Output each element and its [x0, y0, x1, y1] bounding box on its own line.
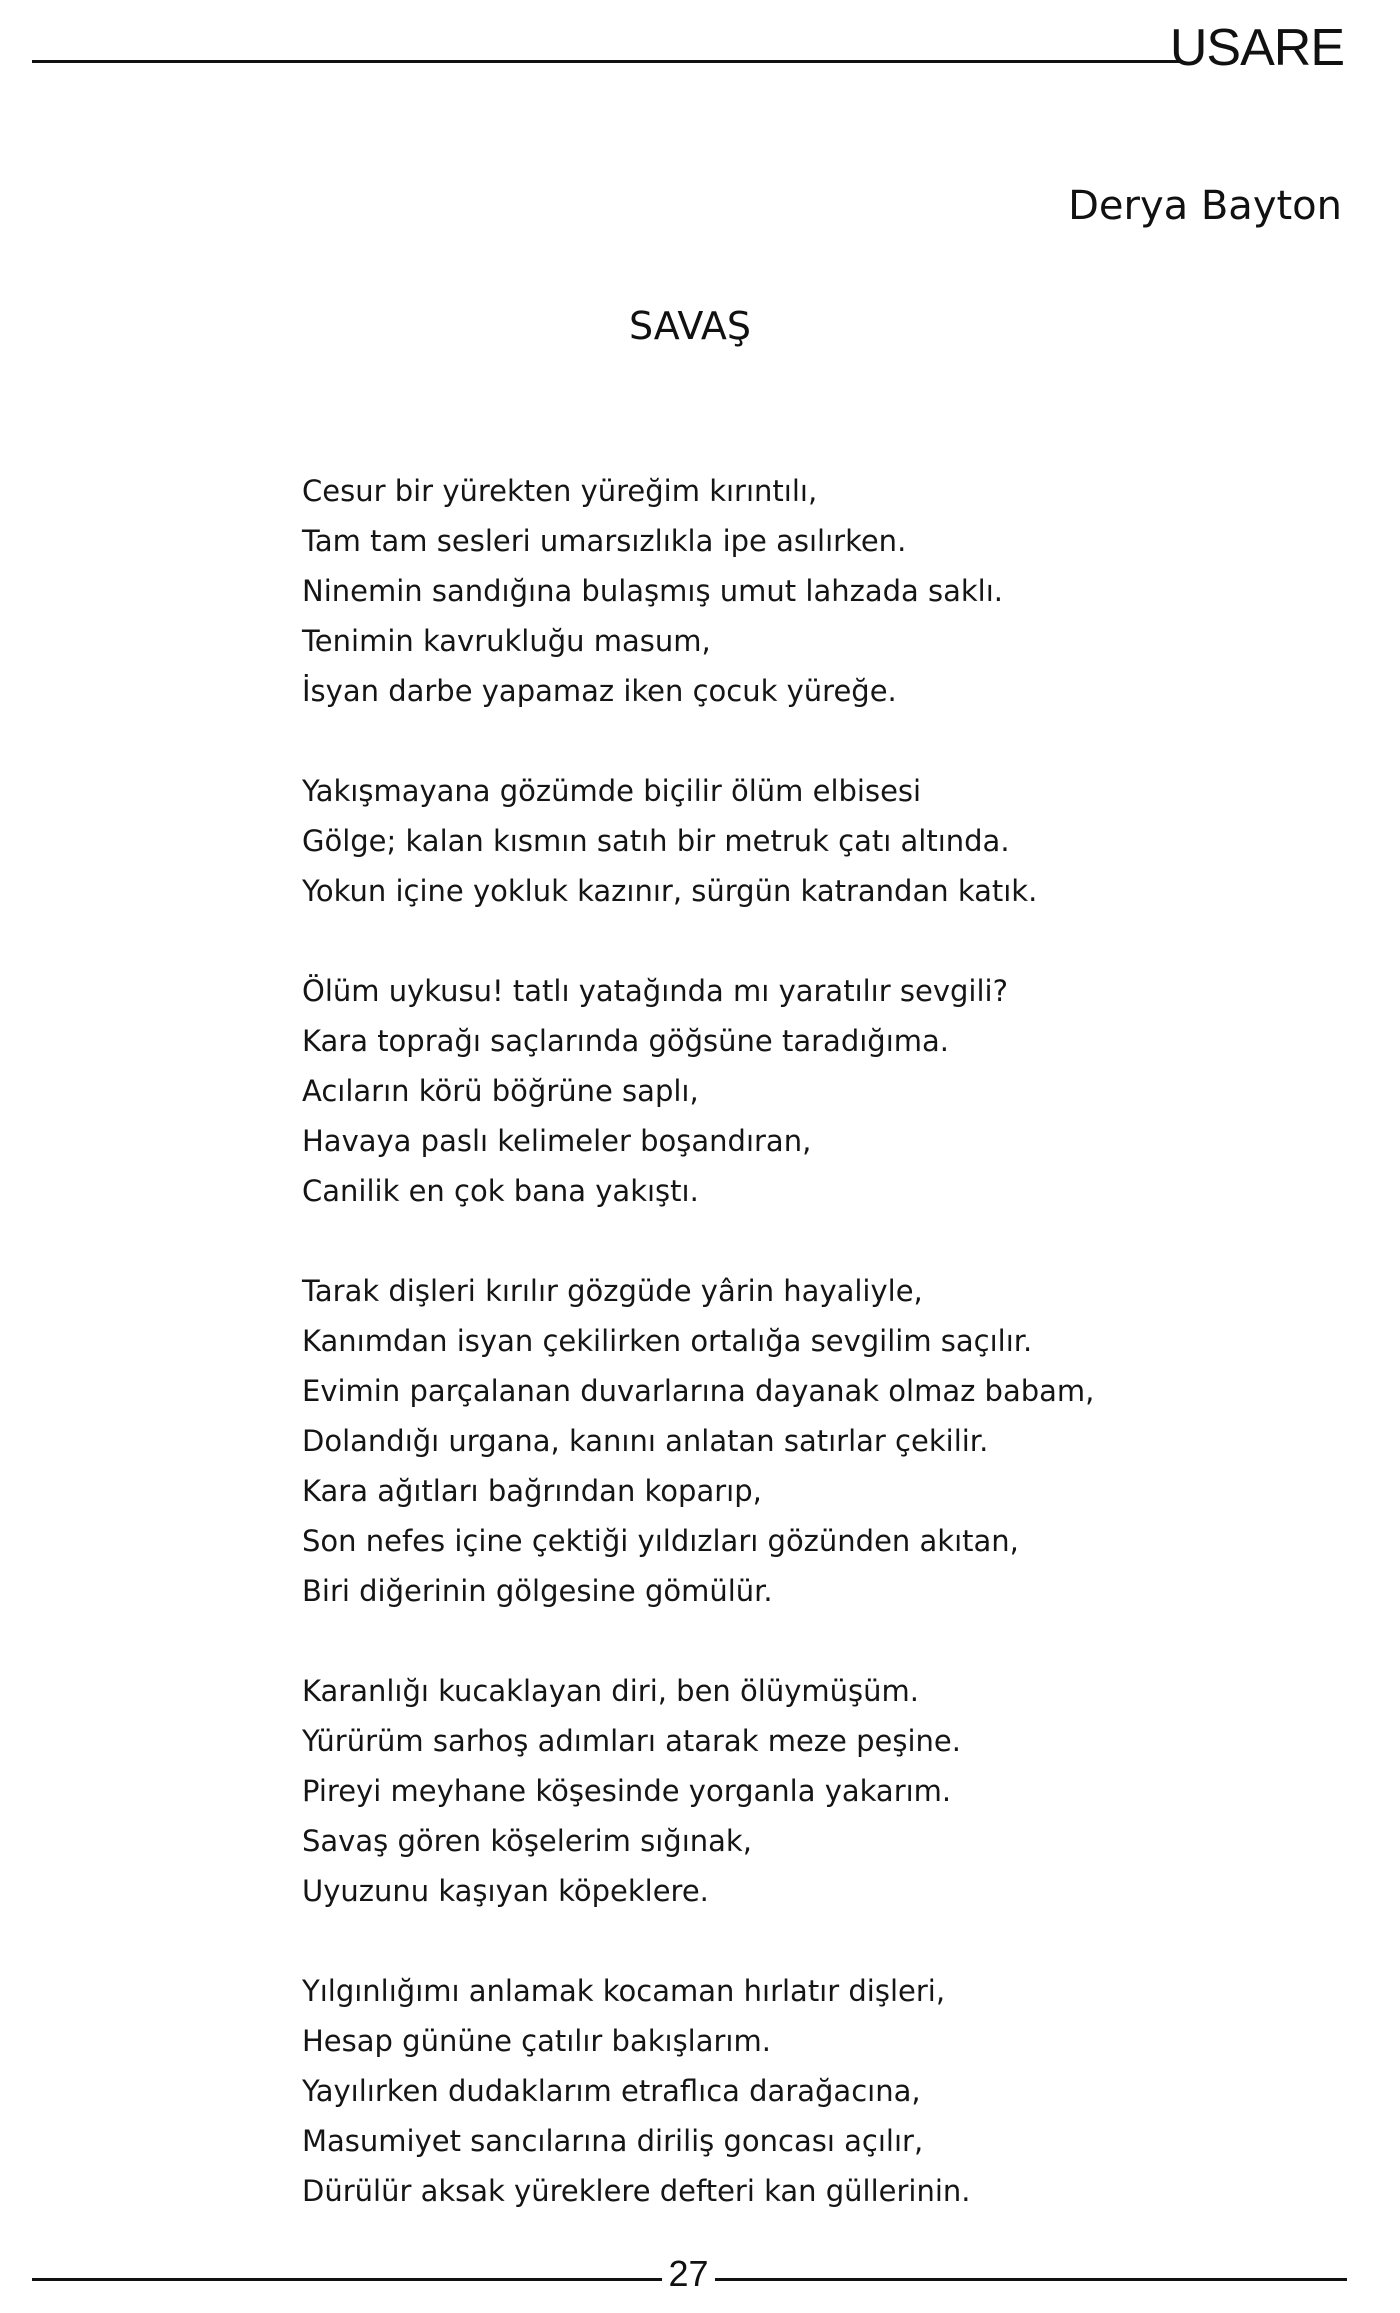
poem-line: Dolandığı urgana, kanını anlatan satırlar çekilir.: [302, 1424, 989, 1458]
poem-line: Yılgınlığımı anlamak kocaman hırlatır dişleri,: [302, 1974, 946, 2008]
footer-rule-left: [32, 2278, 662, 2281]
poem-line: Pireyi meyhane köşesinde yorganla yakarım.: [302, 1774, 952, 1808]
poem-line: Acıların körü böğrüne saplı,: [302, 1074, 699, 1108]
poem-body: [302, 466, 1302, 2216]
poem-line: Evimin parçalanan duvarlarına dayanak olmaz babam,: [302, 1374, 1095, 1408]
stanza: [302, 966, 1302, 1216]
poem-line: Biri diğerinin gölgesine gömülür.: [302, 1574, 773, 1608]
poem-line: Gölge; kalan kısmın satıh bir metruk çatı altında.: [302, 824, 1010, 858]
poem-title: SAVAŞ: [628, 304, 752, 348]
poem-line: Yakışmayana gözümde biçilir ölüm elbisesi: [302, 774, 922, 808]
footer-rule-right: [715, 2278, 1347, 2281]
poem-line: İsyan darbe yapamaz iken çocuk yüreğe.: [302, 674, 897, 708]
stanza: [302, 1266, 1302, 1616]
poem-line: Tam tam sesleri umarsızlıkla ipe asılırken.: [302, 524, 907, 558]
stanza: [302, 1666, 1302, 1916]
stanza: [302, 1966, 1302, 2216]
poem-line: Yayılırken dudaklarım etraflıca darağacına,: [302, 2074, 921, 2108]
poem-line: Yokun içine yokluk kazınır, sürgün katrandan katık.: [302, 874, 1038, 908]
poem-line: Masumiyet sancılarına diriliş goncası açılır,: [302, 2124, 924, 2158]
page-number: 27: [668, 2253, 709, 2294]
journal-name: USARE: [1169, 19, 1344, 77]
poem-line: Ninemin sandığına bulaşmış umut lahzada saklı.: [302, 574, 1003, 608]
poem-line: Yürürüm sarhoş adımları atarak meze peşine.: [302, 1724, 961, 1758]
poem-line: Canilik en çok bana yakıştı.: [302, 1174, 699, 1208]
poem-line: Karanlığı kucaklayan diri, ben ölüymüşüm.: [302, 1674, 919, 1708]
poem-line: Son nefes içine çektiği yıldızları gözünden akıtan,: [302, 1524, 1019, 1558]
poem-line: Cesur bir yürekten yüreğim kırıntılı,: [302, 474, 818, 508]
poem-line: Kara ağıtları bağrından koparıp,: [302, 1474, 762, 1508]
stanza: [302, 466, 1302, 716]
stanza: [302, 766, 1302, 916]
poem-line: Tenimin kavrukluğu masum,: [302, 624, 711, 658]
poem-line: Havaya paslı kelimeler boşandıran,: [302, 1124, 812, 1158]
poem-line: Uyuzunu kaşıyan köpeklere.: [302, 1874, 709, 1908]
poem-line: Tarak dişleri kırılır gözgüde yârin hayaliyle,: [302, 1274, 923, 1308]
poem-line: Kara toprağı saçlarında göğsüne taradığıma.: [302, 1024, 949, 1058]
poem-line: Ölüm uykusu! tatlı yatağında mı yaratılır sevgili?: [302, 974, 1008, 1008]
poem-line: Kanımdan isyan çekilirken ortalığa sevgilim saçılır.: [302, 1324, 1033, 1358]
poem-line: Dürülür aksak yüreklere defteri kan güllerinin.: [302, 2174, 971, 2208]
poem-line: Hesap gününe çatılır bakışlarım.: [302, 2024, 771, 2058]
header-rule: [32, 60, 1182, 63]
author-name: Derya Bayton: [1068, 183, 1342, 229]
poem-line: Savaş gören köşelerim sığınak,: [302, 1824, 752, 1858]
